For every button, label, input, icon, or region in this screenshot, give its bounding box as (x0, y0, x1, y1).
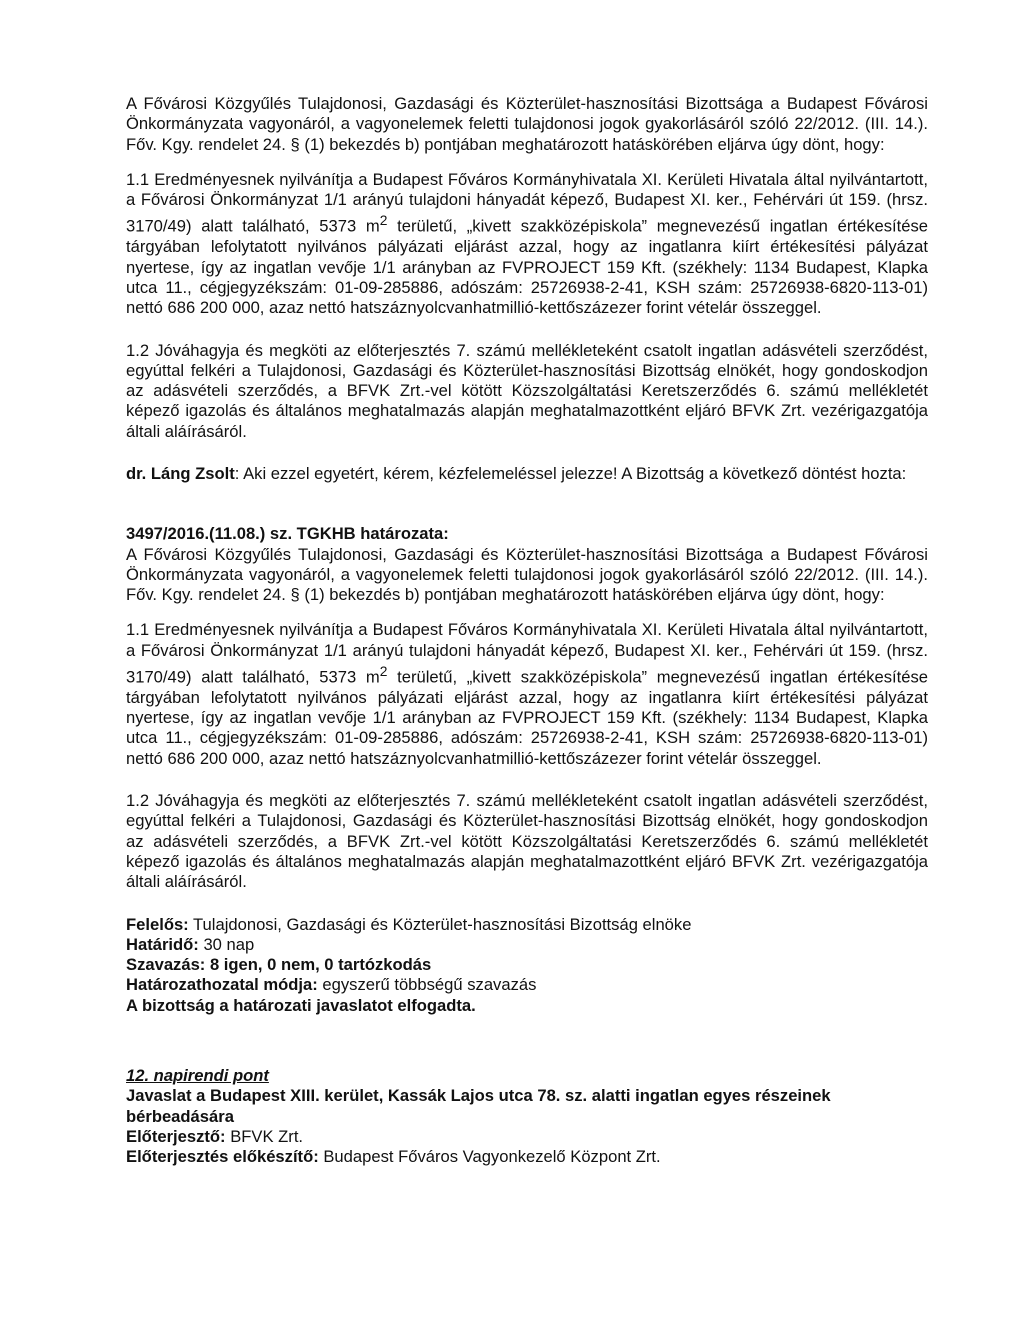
eloterjeszto-line (126, 1127, 928, 1147)
felelos-label: Felelős: (126, 914, 189, 934)
chair-name: dr. Láng Zsolt (126, 463, 235, 483)
felelos-line (126, 915, 928, 935)
eloterjeszto-label: Előterjesztő: (126, 1126, 226, 1146)
chair-text: : Aki ezzel egyetért, kérem, kézfelemeléssel jelezze! A Bizottság a következő döntést hozta: (234, 463, 907, 483)
resolution-item-1-1 (126, 620, 928, 769)
item-1-1 (126, 170, 928, 319)
resolution-item-1-1-text-a: 1.1 Eredményesnek nyilvánítja a Budapest Főváros Kormányhivatala XI. Kerületi Hivatala által nyilvántartott, a Fővárosi Önkormányzat 1/1 arányú tulajdoni hányadát képező, Budapest XI. ker., Fehérvári út 159. (hrsz. 3170/49) alatt található, 5373 m (126, 620, 928, 687)
resolution-footer (126, 915, 928, 1016)
hatarido-line (126, 935, 928, 955)
szavazas-line: Szavazás: 8 igen, 0 nem, 0 tartózkodás (126, 955, 432, 975)
item-1-1-text-a: 1.1 Eredményesnek nyilvánítja a Budapest Főváros Kormányhivatala XI. Kerületi Hivatala által nyilvántartott, a Fővárosi Önkormányzat 1/1 arányú tulajdoni hányadát képező, Budapest XI. ker., Fehérvári út 159. (hrsz. 3170/49) alatt található, 5373 m (126, 169, 928, 237)
accepted-line: A bizottság a határozati javaslatot elfogadta. (126, 995, 476, 1015)
felelos-value: Tulajdonosi, Gazdasági és Közterület-hasznosítási Bizottság elnöke (188, 914, 692, 934)
agenda-number: 12. napirendi pont (126, 1066, 269, 1086)
agenda-title: Javaslat a Budapest XIII. kerület, Kassák Lajos utca 78. sz. alatti ingatlan egyes részeinek bérbeadására (126, 1086, 831, 1126)
eloterjeszto-value: BFVK Zrt. (225, 1126, 304, 1146)
resolution-item-1-1-text-b: területű, „kivett szakközépiskola” megnevezésű ingatlan értékesítése tárgyában lefolytatott nyilvános pályázati eljárást azzal, hogy az ingatlanra kiírt értékesítési pályázat nyertese, így az ingatlan vevője 1/1 arányban az FVPROJECT 159 Kft. (székhely: 1134 Budapest, Klapka utca 11., cégjegyzékszám: 01-09-285886, adószám: 25726938-2-41, KSH szám: 25726938-6820-113-01) nettó 686 200 000, azaz nettó hatszáznyolcvanhatmillió-kettőszázezer forint vételár összeggel. (126, 667, 928, 768)
modja-label: Határozathozatal módja: (126, 975, 318, 995)
hatarido-value: 30 nap (198, 934, 255, 954)
intro-paragraph: A Fővárosi Közgyűlés Tulajdonosi, Gazdasági és Közterület-hasznosítási Bizottsága a Budapest Fővárosi Önkormányzata vagyonáról, a vagyonelemek feletti tulajdonosi jogok gyakorlásáról szóló 22/2012. (III. 14.). Főv. Kgy. rendelet 24. § (1) bekezdés b) pontjában meghatározott hatáskörében eljárva úgy dönt, hogy: (126, 94, 928, 154)
hatarido-label: Határidő: (126, 934, 199, 954)
document-body (126, 94, 928, 1168)
modja-line (126, 975, 928, 995)
elokeszito-label: Előterjesztés előkészítő: (126, 1147, 319, 1167)
modja-value: egyszerű többségű szavazás (317, 975, 537, 995)
elokeszito-value: Budapest Főváros Vagyonkezelő Központ Zrt. (318, 1147, 661, 1167)
elokeszito-line (126, 1147, 928, 1167)
item-1-1-text-b: területű, „kivett szakközépiskola” megnevezésű ingatlan értékesítése tárgyában lefolytatott nyilvános pályázati eljárást azzal, hogy az ingatlanra kiírt értékesítési pályázat nyertese, így az ingatlan vevője 1/1 arányban az FVPROJECT 159 Kft. (székhely: 1134 Budapest, Klapka utca 11., cégjegyzékszám: 01-09-285886, adószám: 25726938-2-41, KSH szám: 25726938-6820-113-01) nettó 686 200 000, azaz nettó hatszáznyolcvanhatmillió-kettőszázezer forint vételár összeggel. (126, 217, 928, 318)
resolution-intro: A Fővárosi Közgyűlés Tulajdonosi, Gazdasági és Közterület-hasznosítási Bizottsága a Budapest Fővárosi Önkormányzata vagyonáról, a vagyonelemek feletti tulajdonosi jogok gyakorlásáról szóló 22/2012. (III. 14.). Főv. Kgy. rendelet 24. § (1) bekezdés b) pontjában meghatározott hatáskörében eljárva úgy dönt, hogy: (126, 544, 928, 605)
resolution-title: 3497/2016.(11.08.) sz. TGKHB határozata: (126, 524, 449, 544)
chair-statement (126, 464, 928, 484)
agenda-section (126, 1066, 928, 1167)
item-1-2: 1.2 Jóváhagyja és megköti az előterjesztés 7. számú mellékleteként csatolt ingatlan adásvételi szerződést, egyúttal felkéri a Tulajdonosi, Gazdasági és Közterület-hasznosítási Bizottság elnökét, hogy gondoskodjon az adásvételi szerződés, a BFVK Zrt.-vel kötött Közszolgáltatási Keretszerződés 6. számú mellékletét képező igazolás és általános meghatalmazás alapján meghatalmazottként eljáró BFVK Zrt. vezérigazgatója általi aláírásáról. (126, 340, 928, 441)
resolution-item-1-2: 1.2 Jóváhagyja és megköti az előterjesztés 7. számú mellékleteként csatolt ingatlan adásvételi szerződést, egyúttal felkéri a Tulajdonosi, Gazdasági és Közterület-hasznosítási Bizottság elnökét, hogy gondoskodjon az adásvételi szerződés, a BFVK Zrt.-vel kötött Közszolgáltatási Keretszerződés 6. számú mellékletét képező igazolás és általános meghatalmazás alapján meghatalmazottként eljáró BFVK Zrt. vezérigazgatója általi aláírásáról. (126, 791, 928, 892)
resolution-superscript-2: 2 (379, 663, 388, 680)
superscript-2: 2 (379, 212, 388, 229)
